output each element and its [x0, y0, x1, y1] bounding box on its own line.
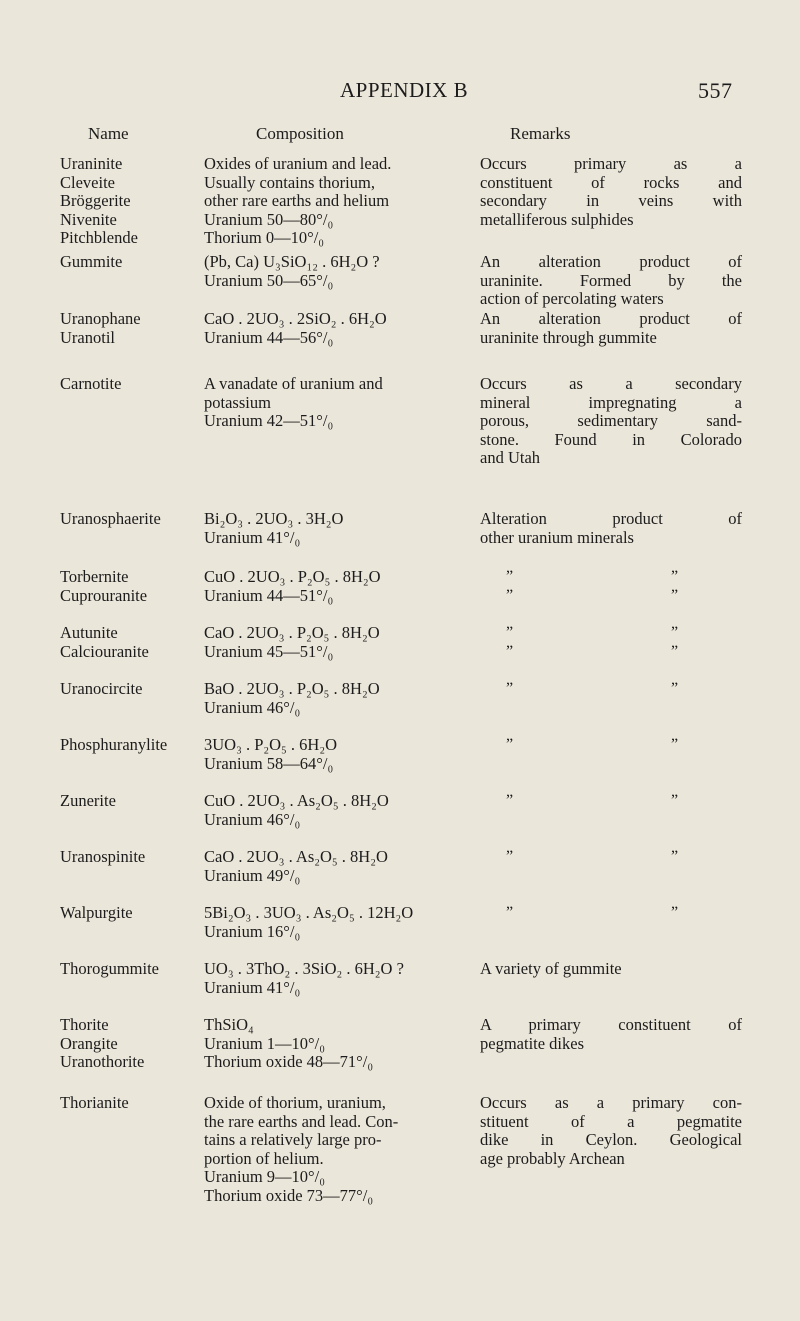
composition-line: Usually contains thorium,: [204, 172, 375, 192]
mineral-names: [60, 310, 141, 347]
ditto-mark: ”: [506, 736, 514, 753]
composition-line: 5Bi₂O₃ . 3UO₃ . As₂O₅ . 12H₂O: [204, 903, 414, 922]
composition-line: Uranium 45—51°/₀: [204, 641, 334, 661]
mineral-remarks: [480, 510, 742, 547]
mineral-name: Cuprouranite: [60, 585, 148, 605]
remarks-line: porous, sedimentary sand-: [480, 411, 742, 431]
remarks-line: secondary in veins with: [480, 191, 742, 211]
remarks-line: Occurs as a primary con-: [480, 1093, 742, 1112]
composition-line: Uranium 58—64°/₀: [204, 753, 334, 773]
composition-line: Uranium 46°/₀: [204, 697, 301, 717]
composition-line: Uranium 44—56°/₀: [204, 327, 334, 347]
mineral-names: [60, 510, 161, 529]
mineral-composition: [204, 155, 391, 248]
mineral-composition: [204, 904, 413, 941]
mineral-name: Uraninite: [60, 154, 123, 173]
composition-line: Thorium oxide 73—77°/₀: [204, 1185, 374, 1205]
mineral-name: Bröggerite: [60, 191, 131, 211]
mineral-composition: [204, 375, 383, 431]
mineral-names: [60, 792, 116, 811]
composition-line: A vanadate of uranium and: [204, 374, 383, 393]
mineral-composition: [204, 624, 380, 661]
mineral-names: [60, 253, 122, 272]
ditto-mark: ”: [671, 568, 679, 585]
mineral-composition: [204, 510, 343, 547]
mineral-name: Walpurgite: [60, 903, 133, 922]
ditto-mark: ”: [671, 642, 679, 660]
composition-line: (Pb, Ca) U₃SiO₁₂ . 6H₂O ?: [204, 252, 380, 271]
mineral-remarks: [480, 310, 742, 347]
mineral-composition: [204, 792, 389, 829]
mineral-remarks: [480, 155, 742, 229]
composition-line: Uranium 42—51°/₀: [204, 411, 334, 431]
ditto-mark: ”: [506, 586, 514, 604]
remarks-line: uraninite through gummite: [480, 327, 657, 347]
mineral-composition: [204, 848, 388, 885]
mineral-composition: [204, 253, 380, 290]
column-header-name: Name: [88, 124, 129, 143]
remarks-line: Occurs primary as a: [480, 154, 742, 173]
composition-line: Oxide of thorium, uranium,: [204, 1093, 386, 1112]
remarks-line: A variety of gummite: [480, 959, 622, 978]
remarks-line: mineral impregnating a: [480, 392, 742, 412]
mineral-names: [60, 960, 159, 979]
remarks-line: metalliferous sulphides: [480, 209, 634, 229]
mineral-name: Uranophane: [60, 309, 141, 328]
mineral-composition: [204, 1094, 398, 1206]
composition-line: Uranium 49°/₀: [204, 865, 301, 885]
mineral-name: Cleveite: [60, 172, 115, 192]
mineral-names: [60, 155, 138, 248]
composition-line: Uranium 44—51°/₀: [204, 585, 334, 605]
mineral-name: Torbernite: [60, 567, 129, 586]
ditto-mark: ”: [506, 568, 514, 585]
composition-line: UO₃ . 3ThO₂ . 3SiO₂ . 6H₂O ?: [204, 959, 404, 978]
mineral-composition: [204, 1016, 373, 1072]
mineral-names: [60, 1016, 144, 1072]
composition-line: other rare earths and helium: [204, 191, 390, 211]
ditto-mark: ”: [506, 680, 514, 697]
composition-line: Uranium 9—10°/₀: [204, 1167, 325, 1187]
remarks-line: pegmatite dikes: [480, 1033, 585, 1053]
mineral-name: Carnotite: [60, 374, 122, 393]
ditto-mark: ”: [671, 848, 679, 865]
composition-line: tains a relatively large pro-: [204, 1130, 382, 1150]
ditto-mark: ”: [506, 792, 514, 809]
mineral-name: Thorite: [60, 1015, 109, 1034]
remarks-line: Occurs as a secondary: [480, 374, 742, 393]
mineral-composition: [204, 736, 337, 773]
composition-line: Uranium 46°/₀: [204, 809, 301, 829]
remarks-line: stone. Found in Colorado: [480, 429, 742, 449]
mineral-name: Uranospinite: [60, 847, 146, 866]
remarks-line: stituent of a pegmatite: [480, 1111, 742, 1131]
mineral-name: Thorianite: [60, 1093, 129, 1112]
composition-line: the rare earths and lead. Con-: [204, 1111, 399, 1131]
ditto-mark: ”: [506, 848, 514, 865]
composition-line: Uranium 41°/₀: [204, 977, 301, 997]
remarks-line: constituent of rocks and: [480, 172, 742, 192]
mineral-name: Calciouranite: [60, 641, 149, 661]
composition-line: Uranium 16°/₀: [204, 921, 301, 941]
remarks-line: age probably Archean: [480, 1148, 625, 1168]
composition-line: Thorium oxide 48—71°/₀: [204, 1052, 374, 1072]
ditto-mark: ”: [506, 642, 514, 660]
composition-line: Uranium 50—65°/₀: [204, 270, 334, 290]
mineral-names: [60, 1094, 129, 1113]
composition-line: portion of helium.: [204, 1148, 324, 1168]
column-header-remarks: Remarks: [510, 124, 571, 143]
composition-line: ThSiO₄: [204, 1015, 254, 1034]
ditto-mark: ”: [506, 904, 514, 921]
mineral-name: Uranosphaerite: [60, 509, 161, 528]
mineral-name: Nivenite: [60, 209, 117, 229]
mineral-composition: [204, 310, 387, 347]
column-header-composition: Composition: [256, 124, 344, 143]
ditto-mark: ”: [671, 680, 679, 697]
mineral-remarks: [480, 253, 742, 309]
ditto-mark: ”: [671, 624, 679, 641]
remarks-line: An alteration product of: [480, 252, 742, 271]
composition-line: CaO . 2UO₃ . 2SiO₂ . 6H₂O: [204, 309, 387, 328]
mineral-remarks: [480, 375, 742, 468]
composition-line: BaO . 2UO₃ . P₂O₅ . 8H₂O: [204, 679, 380, 698]
composition-line: CuO . 2UO₃ . As₂O₅ . 8H₂O: [204, 791, 389, 810]
ditto-mark: ”: [671, 586, 679, 604]
ditto-mark: ”: [671, 904, 679, 921]
mineral-name: Uranothorite: [60, 1052, 145, 1072]
remarks-line: uraninite. Formed by the: [480, 270, 742, 290]
mineral-composition: [204, 680, 380, 717]
mineral-name: Zunerite: [60, 791, 116, 810]
mineral-name: Uranotil: [60, 327, 115, 347]
composition-line: Bi₂O₃ . 2UO₃ . 3H₂O: [204, 509, 344, 528]
running-header-title: APPENDIX B: [340, 78, 469, 102]
mineral-composition: [204, 568, 381, 605]
mineral-composition: [204, 960, 404, 997]
remarks-line: and Utah: [480, 448, 541, 468]
mineral-remarks: [480, 1094, 742, 1168]
remarks-line: other uranium minerals: [480, 527, 634, 547]
ditto-mark: ”: [671, 792, 679, 809]
composition-line: Uranium 1—10°/₀: [204, 1033, 325, 1053]
mineral-names: [60, 680, 142, 699]
remarks-line: dike in Ceylon. Geological: [480, 1130, 742, 1150]
mineral-names: [60, 375, 121, 394]
composition-line: Thorium 0—10°/₀: [204, 228, 325, 248]
remarks-line: action of percolating waters: [480, 289, 664, 309]
mineral-names: [60, 736, 167, 755]
remarks-line: A primary constituent of: [480, 1015, 742, 1034]
mineral-name: Gummite: [60, 252, 123, 271]
ditto-mark: ”: [506, 624, 514, 641]
composition-line: potassium: [204, 392, 271, 412]
mineral-names: [60, 624, 149, 661]
mineral-names: [60, 904, 133, 923]
mineral-name: Uranocircite: [60, 679, 143, 698]
composition-line: CuO . 2UO₃ . P₂O₅ . 8H₂O: [204, 567, 381, 586]
ditto-mark: ”: [671, 736, 679, 753]
mineral-remarks: [480, 960, 742, 979]
composition-line: CaO . 2UO₃ . As₂O₅ . 8H₂O: [204, 847, 388, 866]
mineral-names: [60, 848, 145, 867]
composition-line: Oxides of uranium and lead.: [204, 154, 392, 173]
composition-line: 3UO₃ . P₂O₅ . 6H₂O: [204, 735, 338, 754]
mineral-name: Phosphuranylite: [60, 735, 168, 754]
mineral-remarks: [480, 1016, 742, 1053]
mineral-name: Pitchblende: [60, 228, 138, 248]
composition-line: Uranium 50—80°/₀: [204, 209, 334, 229]
composition-line: CaO . 2UO₃ . P₂O₅ . 8H₂O: [204, 623, 380, 642]
remarks-line: Alteration product of: [480, 509, 742, 528]
mineral-name: Autunite: [60, 623, 118, 642]
page-number: 557: [698, 78, 733, 103]
remarks-line: An alteration product of: [480, 309, 742, 328]
mineral-names: [60, 568, 147, 605]
composition-line: Uranium 41°/₀: [204, 527, 301, 547]
mineral-name: Thorogummite: [60, 959, 159, 978]
mineral-name: Orangite: [60, 1033, 118, 1053]
